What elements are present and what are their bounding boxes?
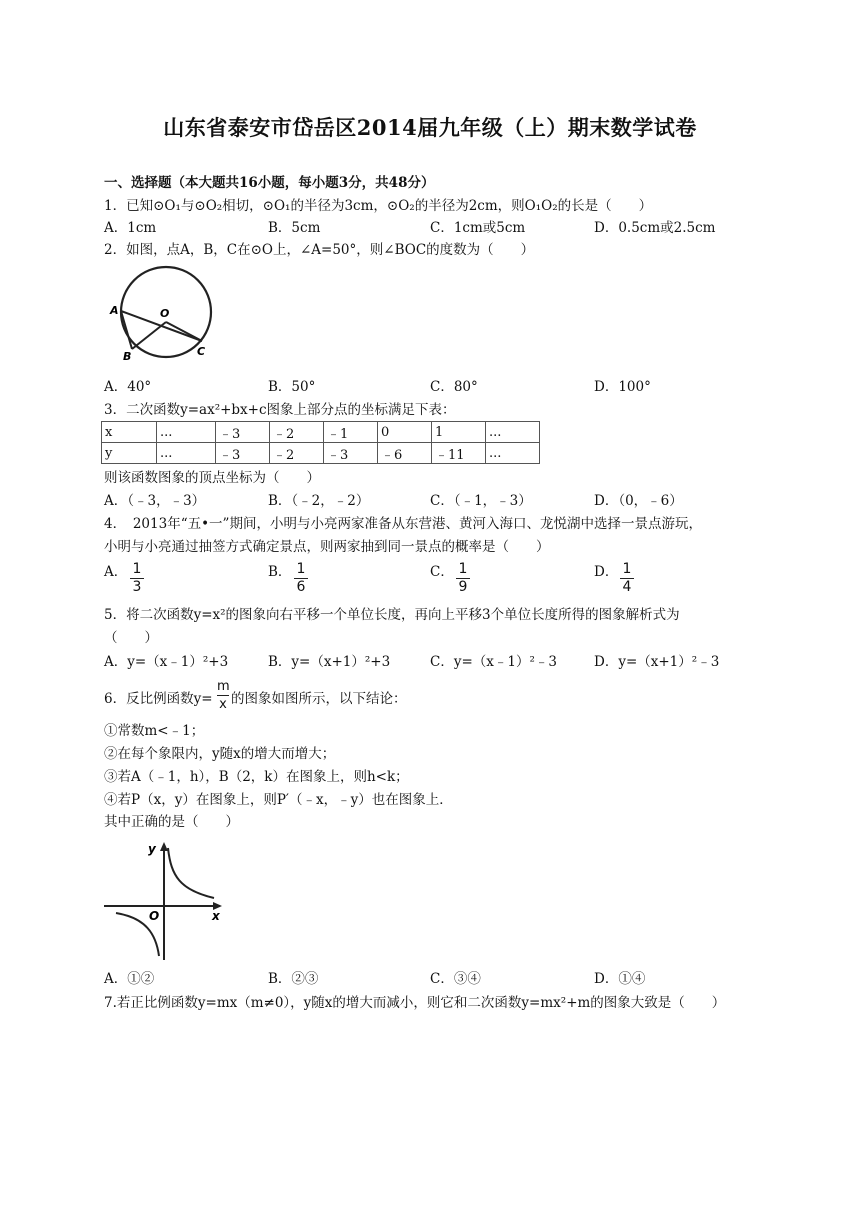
q6-statement-4: ④若P（x，y）在图象上，则P′（﹣x，﹣y）也在图象上． [104,792,453,808]
section-heading: 一、选择题（本大题共16小题，每小题3分，共48分） [104,175,435,191]
q5-option-d: D．y=（x+1）²﹣3 [594,654,720,670]
axis-label-y: y [148,842,156,856]
q4-fraction-b: 1 6 [294,562,308,595]
table-cell: ﹣3 [216,443,270,464]
q6-statement-1: ①常数m<﹣1； [104,723,205,739]
table-cell: ﹣3 [216,422,270,443]
q3-follow: 则该函数图象的顶点坐标为（ ） [104,470,320,486]
table-cell: ... [157,443,216,464]
table-cell: ﹣6 [378,443,432,464]
label-a: A [110,304,119,317]
q3-option-b: B．（﹣2，﹣2） [268,493,370,509]
table-row-y [102,443,540,464]
q4-option-a: A． [104,564,128,580]
table-cell: ﹣2 [270,422,324,443]
question-4-line1: 4． 2013年“五•一”期间，小明与小亮两家准备从东营港、黄河入海口、龙悦湖中选择一景点游玩， [104,516,702,532]
question-2-stem: 2．如图，点A，B，C在⊙O上，∠A=50°，则∠BOC的度数为（ ） [104,242,535,258]
table-cell: ﹣11 [432,443,486,464]
table-cell: ﹣3 [324,443,378,464]
label-b: B [123,350,132,363]
q1-option-d: D．0.5cm或2.5cm [594,220,716,236]
table-cell: 0 [378,422,432,443]
circle-figure [104,264,219,364]
q4-option-d: D． [594,564,619,580]
q6-statement-3: ③若A（﹣1，h），B（2，k）在图象上，则h<k； [104,769,409,785]
label-o: O [160,307,170,320]
page-title: 山东省泰安市岱岳区2014届九年级（上）期末数学试卷 [163,115,697,140]
q3-option-d: D．（0，﹣6） [594,493,683,509]
q3-option-c: C．（﹣1，﹣3） [430,493,532,509]
q6-option-b: B．②③ [268,971,319,987]
q5-option-c: C．y=（x﹣1）²﹣3 [430,654,557,670]
q5-option-b: B．y=（x+1）²+3 [268,654,391,670]
q4-option-b: B． [268,564,292,580]
table-cell: ﹣1 [324,422,378,443]
q4-option-c: C． [430,564,454,580]
q6-option-a: A．①② [104,971,155,987]
question-5-line2: （ ） [104,630,158,646]
question-1-stem: 1．已知⊙O₁与⊙O₂相切，⊙O₁的半径为3cm，⊙O₂的半径为2cm，则O₁O₂的长是（ ） [104,198,653,214]
table-cell: x [102,422,157,443]
q4-fraction-d: 1 4 [620,562,634,595]
q6-option-c: C．③④ [430,971,481,987]
question-7-stem: 7.若正比例函数y=mx（m≠0），y随x的增大而减小，则它和二次函数y=mx²+m的图象大致是（ ） [104,995,726,1011]
q3-option-a: A．（﹣3，﹣3） [104,493,206,509]
table-cell: ... [157,422,216,443]
q1-option-b: B．5cm [268,220,321,236]
table-cell: ... [486,443,540,464]
table-cell: y [102,443,157,464]
q1-option-a: A．1cm [104,220,157,236]
table-row-x [102,422,540,443]
q4-fraction-c: 1 9 [456,562,470,595]
question-5-line1: 5．将二次函数y=x²的图象向右平移一个单位长度，再向上平移3个单位长度所得的图象解析式为 [104,607,680,623]
label-c: C [197,345,206,358]
q4-fraction-a: 1 3 [130,562,144,595]
q6-fraction: m x [217,679,230,712]
table-cell: ﹣2 [270,443,324,464]
q2-option-d: D．100° [594,379,651,395]
q2-option-a: A．40° [104,379,152,395]
question-6-stem-before: 6．反比例函数y= [104,691,213,707]
question-6-stem-after: 的图象如图所示，以下结论： [231,691,407,707]
axis-label-x: x [212,909,220,923]
table-cell: ... [486,422,540,443]
q5-option-a: A．y=（x﹣1）²+3 [104,654,229,670]
q2-option-b: B．50° [268,379,316,395]
q1-option-c: C．1cm或5cm [430,220,526,236]
hyperbola-figure [102,838,226,962]
question-3-stem: 3．二次函数y=ax²+bx+c图象上部分点的坐标满足下表： [104,402,456,418]
question-4-line2: 小明与小亮通过抽签方式确定景点，则两家抽到同一景点的概率是（ ） [104,539,550,555]
q6-ask: 其中正确的是（ ） [104,814,239,830]
q6-option-d: D．①④ [594,971,646,987]
table-cell: 1 [432,422,486,443]
origin-label: O [149,909,160,923]
q2-option-c: C．80° [430,379,478,395]
value-table [101,421,540,464]
q6-statement-2: ②在每个象限内，y随x的增大而增大； [104,746,336,762]
